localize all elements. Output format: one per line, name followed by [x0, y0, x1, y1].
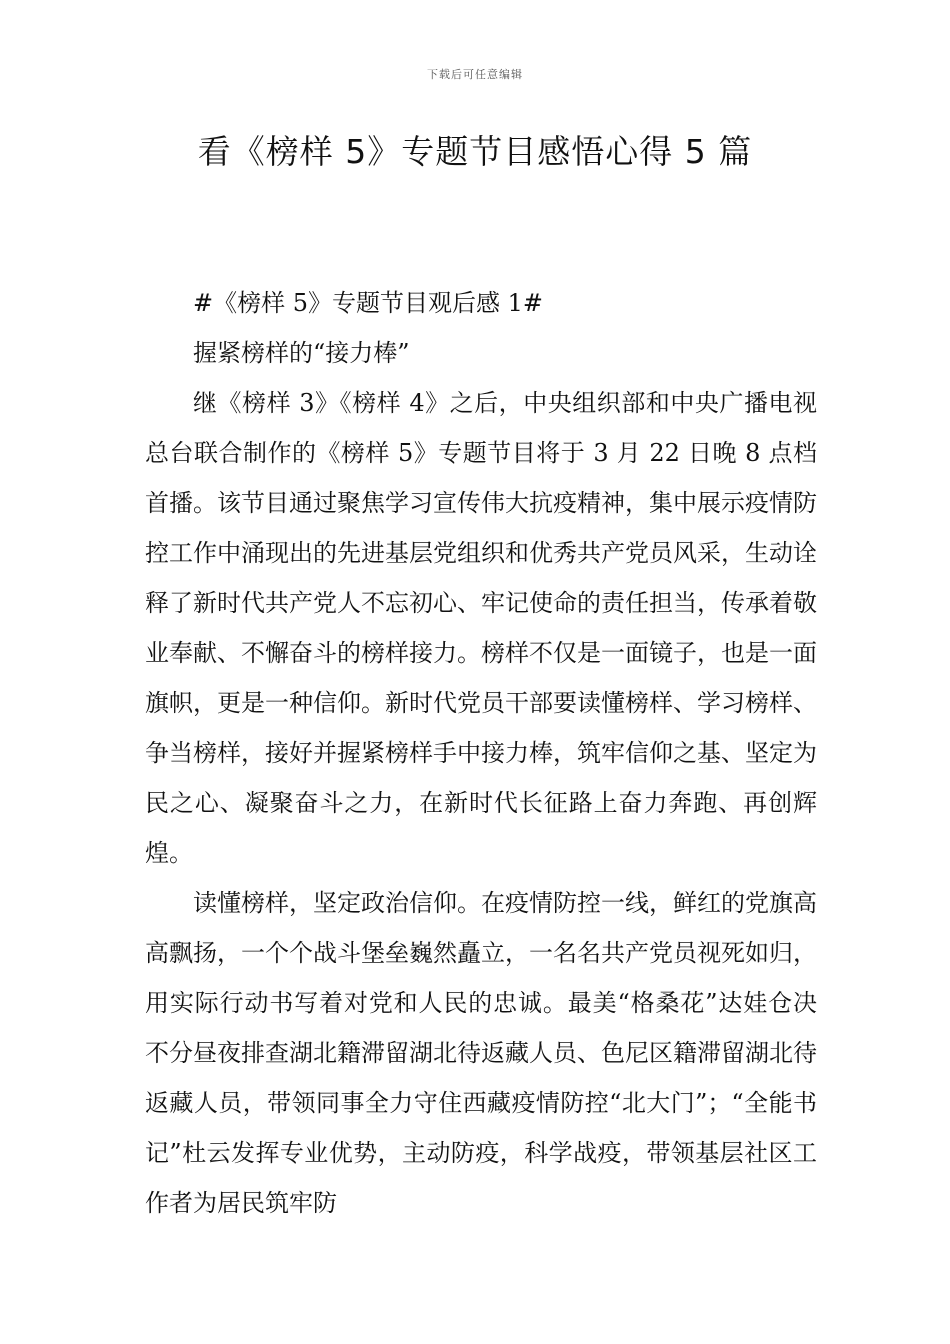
document-title: 看《榜样 5》专题节目感悟心得 5 篇	[197, 132, 753, 171]
article-subtitle: 握紧榜样的“接力棒”	[193, 339, 410, 367]
body-paragraph: 继《榜样 3》《榜样 4》之后，中央组织部和中央广播电视总台联合制作的《榜样 5》专题节目将于 3 月 22 日晚 8 点档首播。该节目通过聚焦学习宣传伟大抗疫精神，集中展示疫情防控工作中涌现出的先进基层党组织和优秀共产党员风采，生动诠释了新时代共产党人不忘初心、牢记使命的责任担当，传承着敬业奉献、不懈奋斗的榜样接力。榜样不仅是一面镜子，也是一面旗帜，更是一种信仰。新时代党员干部要读懂榜样、学习榜样、争当榜样，接好并握紧榜样手中接力棒，筑牢信仰之基、坚定为民之心、凝聚奋斗之力，在新时代长征路上奋力奔跑、再创辉煌。	[145, 389, 817, 867]
document-body	[145, 278, 817, 1228]
body-paragraph: 读懂榜样，坚定政治信仰。在疫情防控一线，鲜红的党旗高高飘扬，一个个战斗堡垒巍然矗立，一名名共产党员视死如归，用实际行动书写着对党和人民的忠诚。最美“格桑花”达娃仓决不分昼夜排查湖北籍滞留湖北待返藏人员、色尼区籍滞留湖北待返藏人员，带领同事全力守住西藏疫情防控“北大门”；“全能书记”杜云发挥专业优势，主动防疫，科学战疫，带领基层社区工作者为居民筑牢防	[145, 889, 817, 1217]
section-heading: #《榜样 5》专题节目观后感 1#	[193, 289, 544, 317]
header-note: 下载后可任意编辑	[427, 68, 523, 81]
